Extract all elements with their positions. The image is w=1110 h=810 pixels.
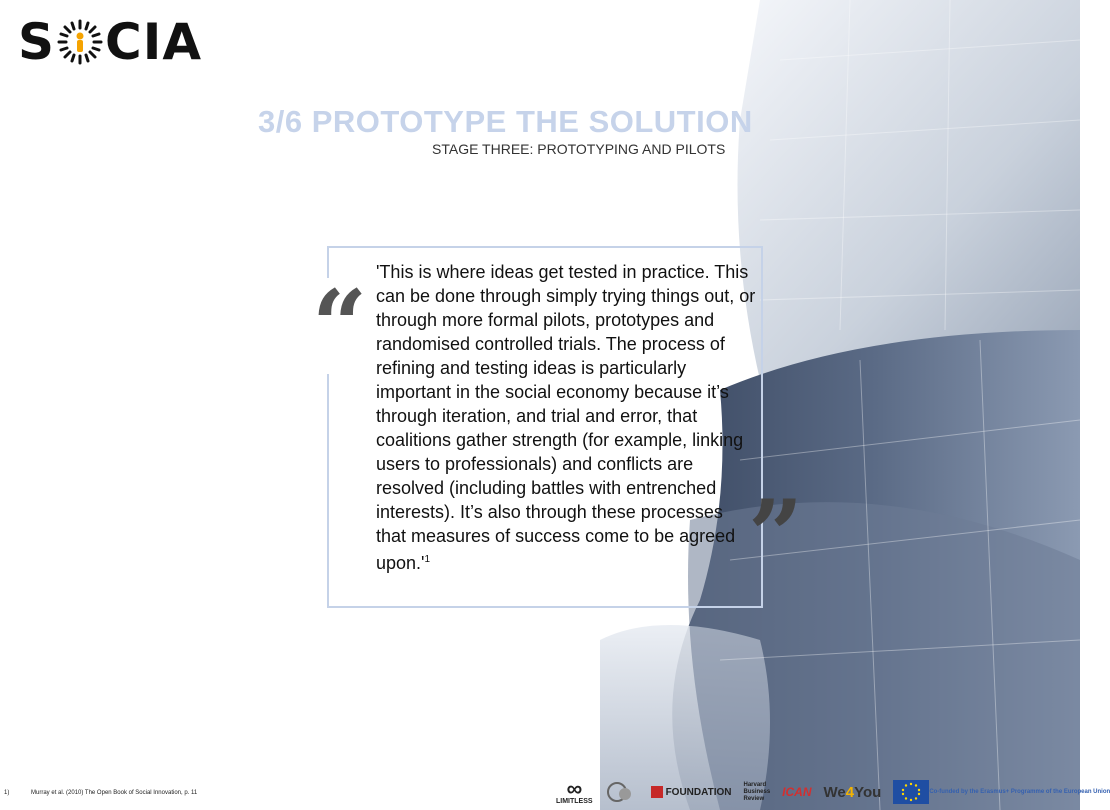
footnote-ref: 1 [424, 554, 431, 565]
foundation-logo [651, 786, 732, 798]
hbr-line-1: Harvard [743, 781, 767, 788]
slide-title: 3/6 PROTOTYPE THE SOLUTION [258, 104, 753, 139]
infinity-icon: ∞ [566, 775, 583, 801]
quote-text [376, 260, 756, 575]
we4you-4: 4 [845, 783, 855, 801]
quote-body: 'This is where ideas get tested in practice. This can be done through simply trying things out, or through more formal pilots, prototypes and randomised controlled trials. The process of refining and testing ideas is particularly important in the social economy because it’s through iteration, and trial and error, that coalitions gather strength (for example, linking users to professionals) and conflicts are resolved (including battles with entrenched interests). It’s also through these processes that measures of success come to be agreed upon.' [376, 262, 756, 573]
eu-flag-icon [893, 780, 929, 804]
open-quote-icon: “ [312, 269, 368, 382]
limitless-label: LIMITLESS [556, 797, 593, 805]
logo-text-cia: CIA [105, 13, 203, 71]
close-quote-icon: ” [748, 479, 804, 592]
footnote-text: Murray et al. (2010) The Open Book of Social Innovation, p. 11 [31, 790, 198, 796]
slide-subtitle: STAGE THREE: PROTOTYPING AND PILOTS [432, 141, 726, 157]
socia-logo [18, 13, 203, 71]
logo-text-s: S [18, 13, 56, 71]
footnote-number: 1) [4, 790, 10, 796]
partner-logos [556, 775, 1110, 808]
we4you-we: We [823, 783, 846, 801]
circle-logo [605, 780, 639, 804]
foundation-red-icon [651, 786, 663, 798]
limitless-logo [556, 775, 593, 805]
hbr-line-3: Review [743, 795, 765, 802]
eu-label: Co-funded by the Erasmus+ Programme of the European Union [929, 788, 1110, 795]
foundation-label: FOUNDATION [665, 786, 732, 798]
hbr-logo [743, 782, 770, 803]
ican-logo: ICAN [782, 785, 812, 799]
we4you-logo [824, 784, 882, 801]
circle-emblem-icon [605, 780, 639, 804]
eu-logo [893, 780, 1110, 804]
hbr-line-2: Business [743, 788, 771, 795]
sun-person-icon [57, 19, 103, 65]
we4you-you: You [854, 783, 882, 801]
footnote [4, 790, 197, 796]
